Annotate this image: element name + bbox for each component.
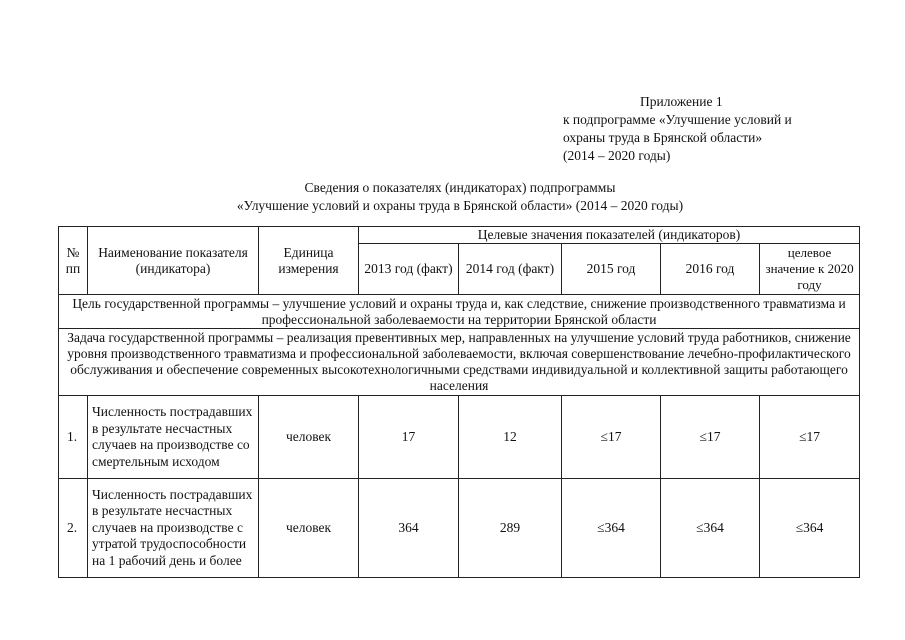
header-target-2020: целевое значение к 2020 году (760, 244, 860, 295)
row-value-2013: 364 (359, 479, 459, 578)
row-value-2015: ≤17 (562, 396, 661, 479)
row-value-2015: ≤364 (562, 479, 661, 578)
row-unit: человек (259, 479, 359, 578)
row-value-2014: 289 (459, 479, 562, 578)
annex-line-4: (2014 – 2020 годы) (563, 148, 671, 163)
row-unit: человек (259, 396, 359, 479)
annex-block (563, 93, 863, 165)
indicators-table (58, 226, 860, 578)
heading-line-1: Сведения о показателях (индикаторах) подпрограммы (304, 180, 616, 195)
header-num: № пп (59, 227, 88, 295)
row-num: 2. (59, 479, 88, 578)
annex-title: Приложение 1 (640, 94, 723, 109)
header-2014: 2014 год (факт) (459, 244, 562, 295)
header-2016: 2016 год (661, 244, 760, 295)
row-value-2016: ≤17 (661, 396, 760, 479)
row-indicator-name: Численность пострадавших в результате несчастных случаев на производстве со смертельным исходом (88, 396, 259, 479)
header-name: Наименование показателя (индикатора) (88, 227, 259, 295)
row-value-2020: ≤364 (760, 479, 860, 578)
row-num: 1. (59, 396, 88, 479)
annex-line-2: к подпрограмме «Улучшение условий и (563, 112, 792, 127)
program-goal: Цель государственной программы – улучшение условий и охраны труда и, как следствие, снижение производственного травматизма и профессиональной заболеваемости на территории Брянской области (59, 295, 860, 329)
table-row (59, 396, 860, 479)
header-2013: 2013 год (факт) (359, 244, 459, 295)
row-value-2013: 17 (359, 396, 459, 479)
header-unit: Единица измерения (259, 227, 359, 295)
annex-line-3: охраны труда в Брянской области» (563, 130, 763, 145)
program-task: Задача государственной программы – реализация превентивных мер, направленных на улучшение условий труда работников, снижение уровня производственного травматизма и профессиональной заболеваемости, включая совершенствование лечебно-профилактического обслуживания и обеспечение современных высокотехнологичными средствами индивидуальной и коллективной защиты работающего населения (59, 329, 860, 396)
header-2015: 2015 год (562, 244, 661, 295)
row-value-2020: ≤17 (760, 396, 860, 479)
document-heading (150, 179, 770, 215)
row-indicator-name: Численность пострадавших в результате несчастных случаев на производстве с утратой трудоспособности на 1 рабочий день и более (88, 479, 259, 578)
row-value-2016: ≤364 (661, 479, 760, 578)
heading-line-2: «Улучшение условий и охраны труда в Брянской области» (2014 – 2020 годы) (236, 198, 684, 213)
table-row (59, 479, 860, 578)
row-value-2014: 12 (459, 396, 562, 479)
header-targets-group: Целевые значения показателей (индикаторов) (359, 227, 860, 244)
